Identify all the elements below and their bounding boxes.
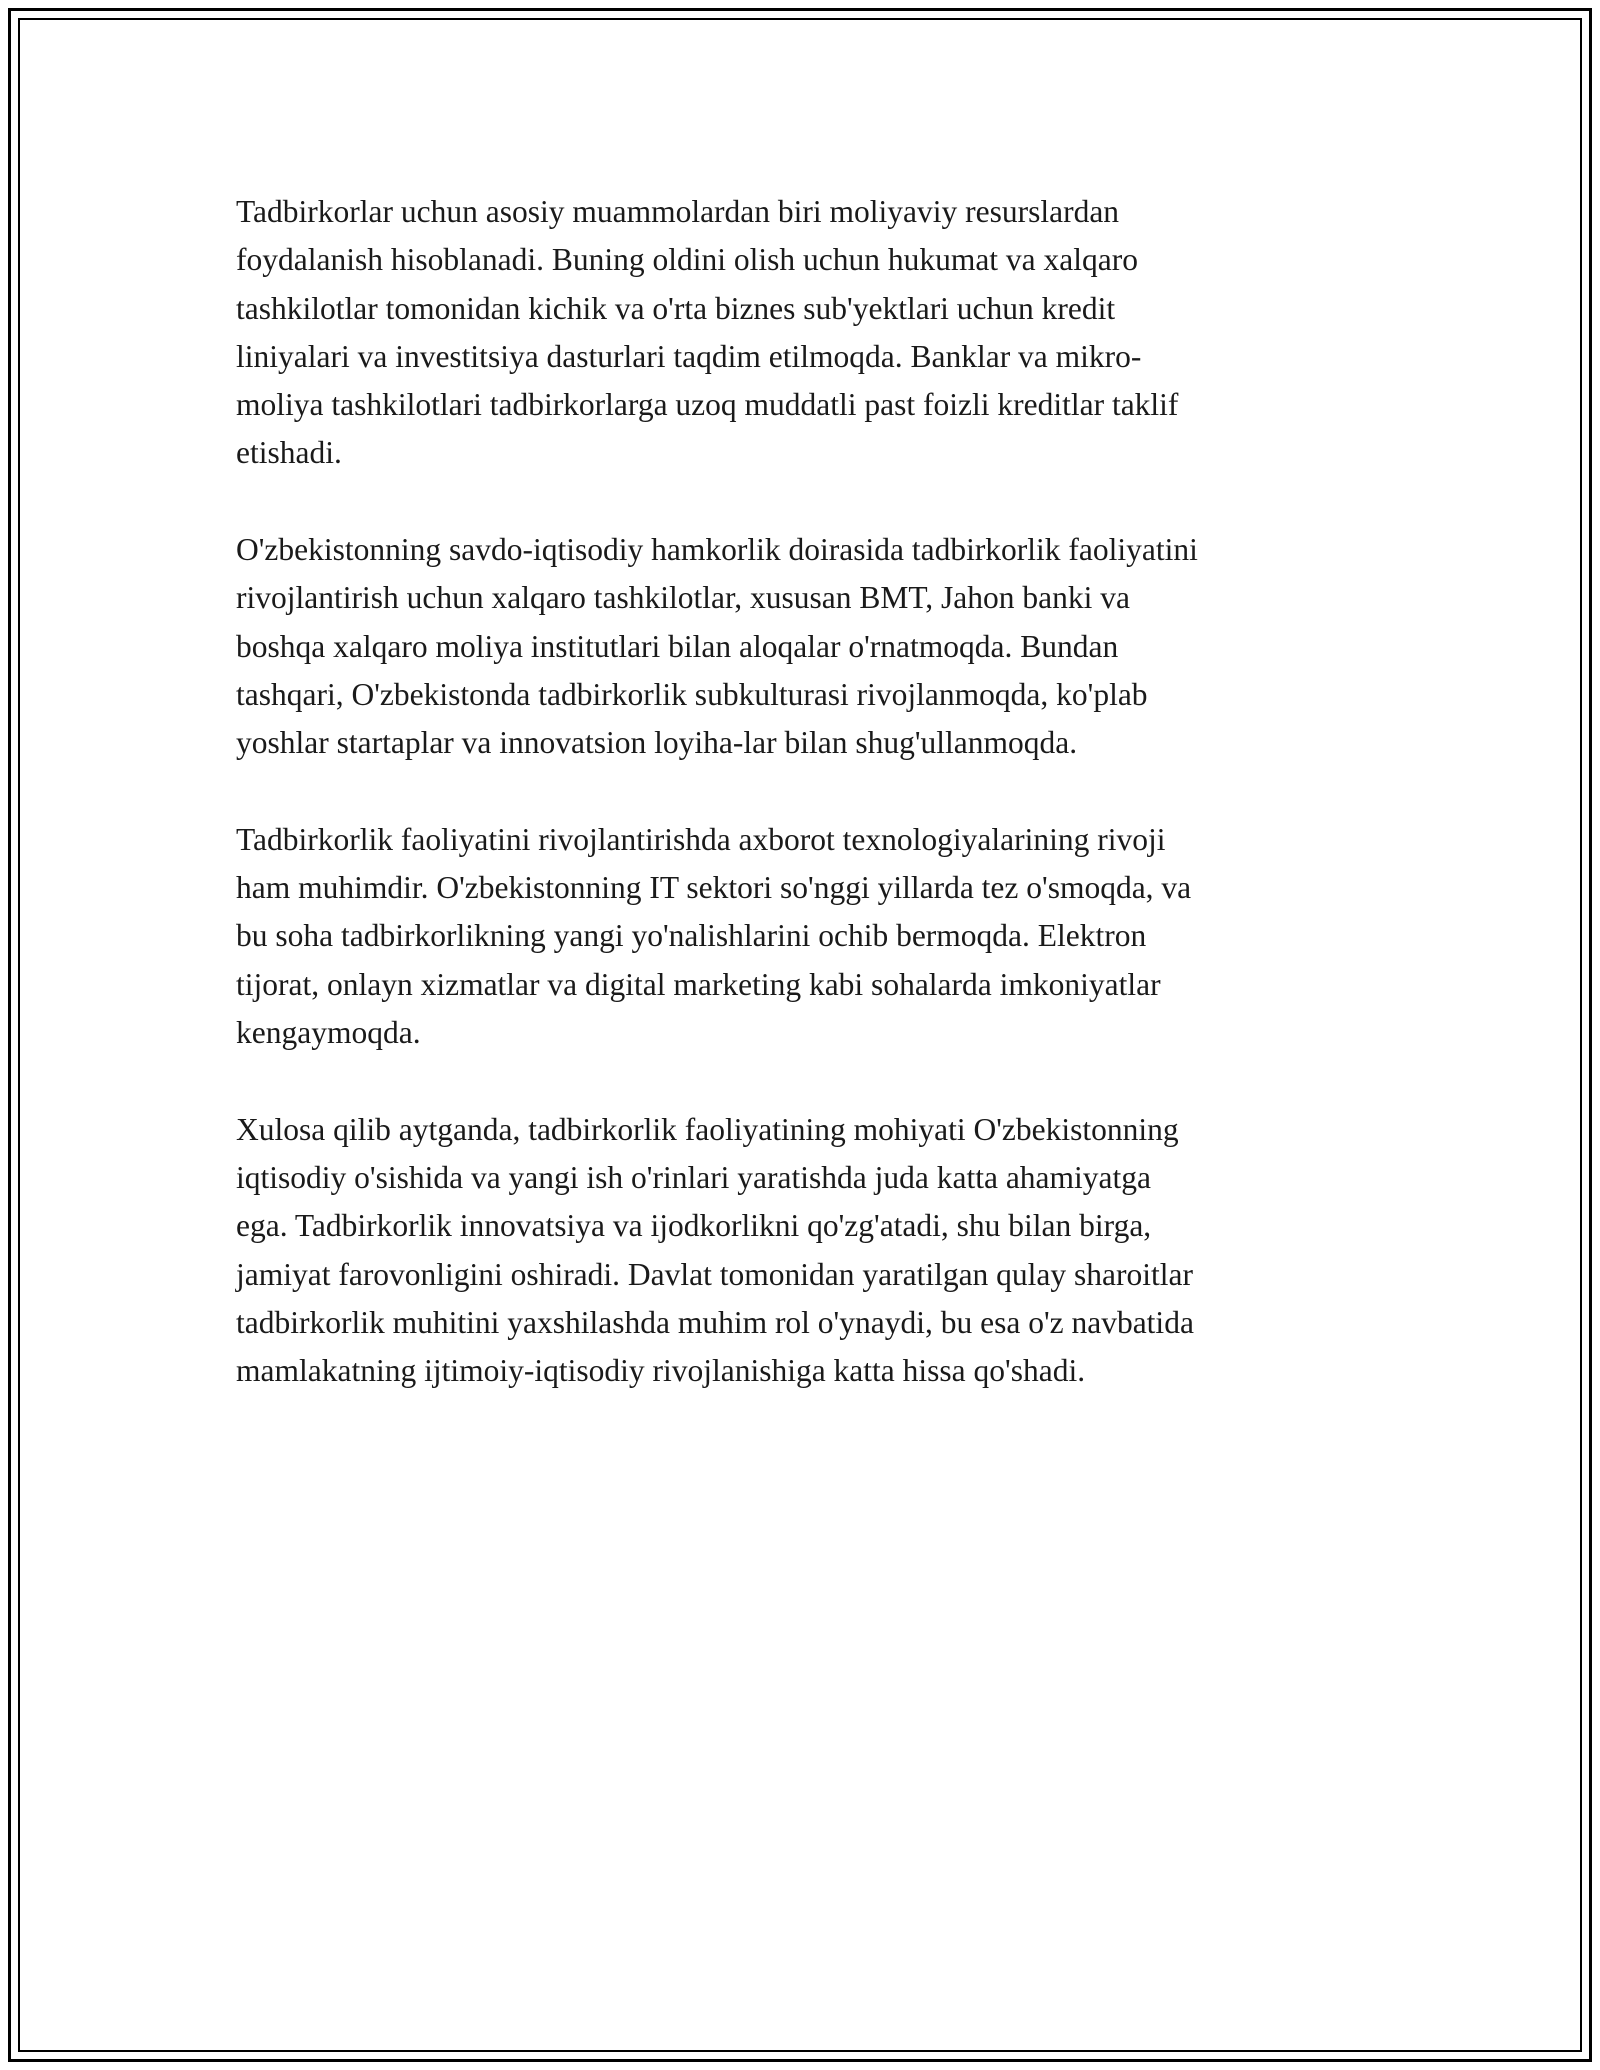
paragraph-conclusion: Xulosa qilib aytganda, tadbirkorlik faoliyatining mohiyati O'zbekistonning iqtisodiy o'sishida va yangi ish o'rinlari yaratishda juda katta ahamiyatga ega. Tadbirkorlik innovatsiya va ijodkorlikni qo'zg'atadi, shu bilan birga, jamiyat farovonligini oshiradi. Davlat tomonidan yaratilgan qulay sharoitlar tadbirkorlik muhitini yaxshilashda muhim rol o'ynaydi, bu esa o'z navbatida mamlakatning ijtimoiy-iqtisodiy rivojlanishiga katta hissa qo'shadi. (236, 1111, 1194, 1389)
paragraph-it-sector: Tadbirkorlik faoliyatini rivojlantirishda axborot texnologiyalarining rivoji ham muhimdir. O'zbekistonning IT sektori so'nggi yillarda tez o'smoqda, va bu soha tadbirkorlikning yangi yo'nalishlarini ochib bermoqda. Elektron tijorat, onlayn xizmatlar va digital marketing kabi sohalarda imkoniyatlar kengaymoqda. (236, 821, 1192, 1051)
document-body (236, 188, 1366, 1444)
paragraph-international-cooperation: O'zbekistonning savdo-iqtisodiy hamkorlik doirasida tadbirkorlik faoliyatini rivojlantirish uchun xalqaro tashkilotlar, xususan BMT, Jahon banki va boshqa xalqaro moliya institutlari bilan aloqalar o'rnatmoqda. Bundan tashqari, O'zbekistonda tadbirkorlik subkulturasi rivojlanmoqda, ko'plab yoshlar startaplar va innovatsion loyiha-lar bilan shug'ullanmoqda. (236, 532, 1198, 761)
paragraph-financial-resources: Tadbirkorlar uchun asosiy muammolardan biri moliyaviy resurslardan foydalanish hisoblanadi. Buning oldini olish uchun hukumat va xalqaro tashkilotlar tomonidan kichik va o'rta biznes sub'yektlari uchun kredit liniyalari va investitsiya dasturlari taqdim etilmoqda. Banklar va mikro- moliya tashkilotlari tadbirkorlarga uzoq muddatli past foizli kreditlar taklif etishadi. (236, 194, 1179, 471)
